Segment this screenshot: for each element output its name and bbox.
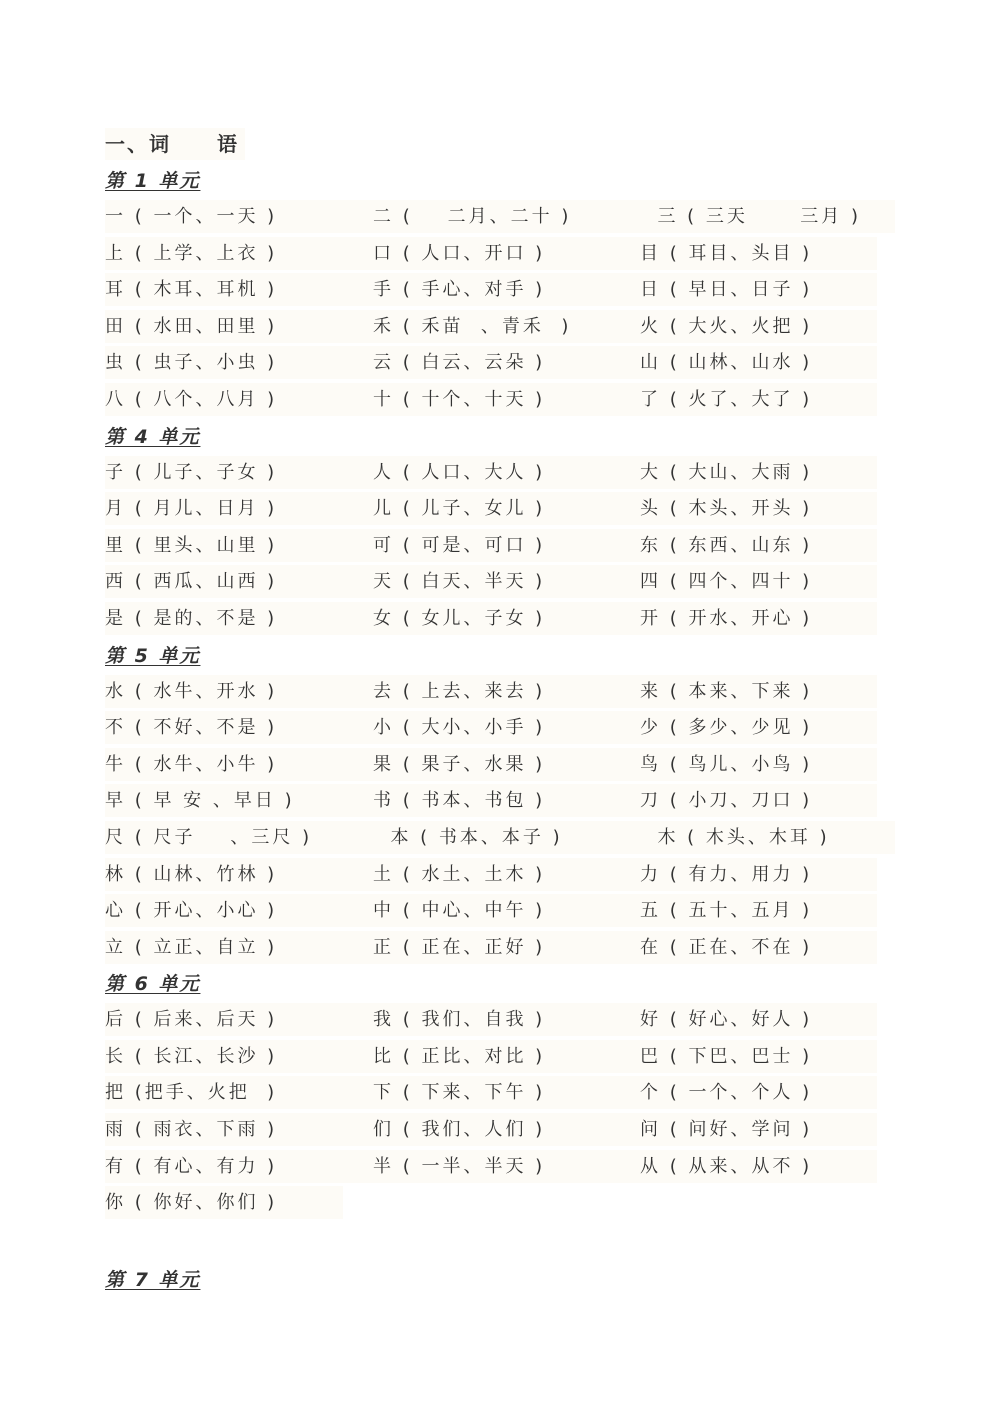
vocab-entry: 口 ( 人口、开口 ): [373, 242, 546, 264]
vocab-entry: 八 ( 八个、八月 ): [105, 388, 278, 410]
vocab-row: [105, 894, 877, 927]
vocab-entry: 有 ( 有心、有力 ): [105, 1155, 278, 1177]
vocab-entry: 把 (把手、火把 ): [105, 1082, 278, 1104]
vocab-entry: 来 ( 本来、下来 ): [640, 680, 813, 702]
vocab-entry: 林 ( 山林、竹林 ): [105, 863, 278, 885]
vocab-entry: 西 ( 西瓜、山西 ): [105, 571, 278, 593]
vocab-entry: 水 ( 水牛、开水 ): [105, 680, 278, 702]
vocab-entry: 耳 ( 木耳、耳机 ): [105, 279, 278, 301]
vocab-entry: 下 ( 下来、下午 ): [373, 1082, 546, 1104]
vocab-entry: 可 ( 可是、可口 ): [373, 534, 546, 556]
vocab-entry: 土 ( 水土、土木 ): [373, 863, 546, 885]
vocab-entry: 尺 ( 尺子 、三尺 ): [105, 826, 313, 848]
unit-heading: 第 7 单元: [105, 1268, 201, 1291]
vocab-entry: 大 ( 大山、大雨 ): [640, 461, 813, 483]
section-heading: [105, 128, 245, 160]
vocab-row: [105, 821, 895, 854]
vocab-row: [105, 1150, 877, 1183]
vocab-row: [105, 858, 877, 891]
vocab-entry: 早 ( 早 安 、早日 ): [105, 790, 295, 812]
vocab-entry: 个 ( 一个、个人 ): [640, 1082, 813, 1104]
vocab-entry: 火 ( 大火、火把 ): [640, 315, 813, 337]
vocab-entry: 头 ( 木头、开头 ): [640, 498, 813, 520]
vocab-entry: 虫 ( 虫子、小虫 ): [105, 352, 278, 374]
vocab-entry: 心 ( 开心、小心 ): [105, 900, 278, 922]
vocab-entry: 一 ( 一个、一天 ): [105, 206, 278, 227]
vocab-row: [105, 346, 877, 379]
vocab-entry: 少 ( 多少、少见 ): [640, 717, 813, 739]
vocab-row: [105, 383, 877, 416]
vocab-row: [105, 237, 877, 270]
vocab-entry: 木 ( 木头、木耳 ): [640, 826, 830, 848]
vocab-row: [105, 675, 877, 708]
vocab-entry: 了 ( 火了、大了 ): [640, 388, 813, 410]
vocab-row: [105, 273, 877, 306]
vocab-row: [105, 1076, 877, 1109]
vocab-entry: 们 ( 我们、人们 ): [373, 1119, 546, 1141]
vocab-entry: 上 ( 上学、上衣 ): [105, 242, 278, 264]
vocab-row: [105, 1040, 877, 1073]
heading-part-1: 一、词: [105, 132, 171, 156]
vocab-entry: 手 ( 手心、对手 ): [373, 279, 546, 301]
vocab-entry: 三 ( 三天 三月 ): [640, 206, 861, 227]
vocab-row: [105, 1186, 343, 1219]
vocab-entry: 四 ( 四个、四十 ): [640, 571, 813, 593]
vocab-entry: 半 ( 一半、半天 ): [373, 1155, 546, 1177]
vocab-entry: 书 ( 书本、书包 ): [373, 790, 546, 812]
vocab-entry: 女 ( 女儿、子女 ): [373, 607, 546, 629]
vocab-row: [105, 529, 877, 562]
vocab-row: [105, 602, 877, 635]
vocab-entry: 天 ( 白天、半天 ): [373, 571, 546, 593]
vocab-row: [105, 1003, 877, 1036]
vocab-row: [105, 711, 877, 744]
unit-heading: 第 5 单元: [105, 644, 201, 667]
vocab-entry: 刀 ( 小刀、刀口 ): [640, 790, 813, 812]
spacer: [105, 1223, 905, 1263]
vocab-entry: 果 ( 果子、水果 ): [373, 753, 546, 775]
vocab-entry: 小 ( 大小、小手 ): [373, 717, 546, 739]
vocab-entry: 十 ( 十个、十天 ): [373, 388, 546, 410]
vocab-entry: 开 ( 开水、开心 ): [640, 607, 813, 629]
vocab-row: [105, 565, 877, 598]
vocab-entry: 正 ( 正在、正好 ): [373, 936, 546, 958]
vocab-entry: 月 ( 月儿、日月 ): [105, 498, 278, 520]
vocab-entry: 不 ( 不好、不是 ): [105, 717, 278, 739]
vocab-entry: 立 ( 立正、自立 ): [105, 936, 278, 958]
units-container: [105, 164, 905, 1299]
vocab-entry: 力 ( 有力、用力 ): [640, 863, 813, 885]
vocab-entry: 人 ( 人口、大人 ): [373, 461, 546, 483]
vocab-entry: 好 ( 好心、好人 ): [640, 1009, 813, 1031]
vocab-entry: 后 ( 后来、后天 ): [105, 1009, 278, 1031]
vocab-entry: 雨 ( 雨衣、下雨 ): [105, 1119, 278, 1141]
vocab-entry: 长 ( 长江、长沙 ): [105, 1045, 278, 1067]
vocab-row: [105, 310, 877, 343]
vocab-entry: 日 ( 早日、日子 ): [640, 279, 813, 301]
vocab-entry: 去 ( 上去、来去 ): [373, 680, 546, 702]
vocab-entry: 比 ( 正比、对比 ): [373, 1045, 546, 1067]
vocab-entry: 云 ( 白云、云朵 ): [373, 352, 546, 374]
unit-heading: 第 6 单元: [105, 973, 201, 996]
vocab-entry: 问 ( 问好、学问 ): [640, 1119, 813, 1141]
unit-heading: 第 4 单元: [105, 425, 201, 448]
vocab-entry: 中 ( 中心、中午 ): [373, 900, 546, 922]
vocab-entry: 五 ( 五十、五月 ): [640, 900, 813, 922]
vocab-entry: 山 ( 山林、山水 ): [640, 352, 813, 374]
vocab-entry: 巴 ( 下巴、巴士 ): [640, 1045, 813, 1067]
vocab-row: [105, 492, 877, 525]
vocab-entry: 牛 ( 水牛、小牛 ): [105, 753, 278, 775]
vocab-entry: 禾 ( 禾苗 、青禾 ): [373, 315, 572, 337]
vocab-entry: 我 ( 我们、自我 ): [373, 1009, 546, 1031]
vocab-entry: 二 ( 二月、二十 ): [373, 206, 572, 227]
vocab-entry: 子 ( 儿子、子女 ): [105, 461, 278, 483]
vocab-entry: 东 ( 东西、山东 ): [640, 534, 813, 556]
vocab-row: [105, 1113, 877, 1146]
document-page: [105, 128, 905, 1299]
vocab-entry: 鸟 ( 鸟儿、小鸟 ): [640, 753, 813, 775]
vocab-row: [105, 200, 895, 233]
heading-part-2: 语: [217, 132, 239, 156]
vocab-entry: 目 ( 耳目、头目 ): [640, 242, 813, 264]
vocab-entry: 儿 ( 儿子、女儿 ): [373, 498, 546, 520]
vocab-entry: 从 ( 从来、从不 ): [640, 1155, 813, 1177]
vocab-entry: 是 ( 是的、不是 ): [105, 607, 278, 629]
vocab-entry: 你 ( 你好、你们 ): [105, 1192, 278, 1214]
vocab-entry: 在 ( 正在、不在 ): [640, 936, 813, 958]
vocab-row: [105, 748, 877, 781]
vocab-row: [105, 931, 877, 964]
vocab-entry: 里 ( 里头、山里 ): [105, 534, 278, 556]
vocab-row: [105, 784, 877, 817]
vocab-entry: 本 ( 书本、本子 ): [373, 826, 563, 848]
vocab-entry: 田 ( 水田、田里 ): [105, 315, 278, 337]
vocab-row: [105, 456, 877, 489]
unit-heading: 第 1 单元: [105, 170, 201, 192]
